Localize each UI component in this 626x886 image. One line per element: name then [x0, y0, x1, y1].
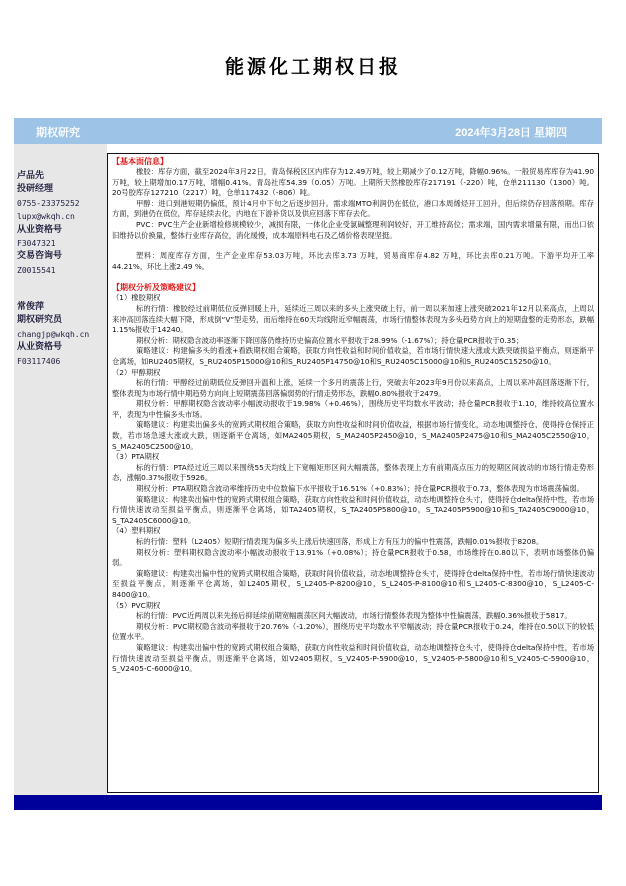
analysis-text: 期权分析：期权隐含波动率逐渐下降回落仍维持历史偏高位置水平报收于28.99%（-1.67%）；持仓量PCR报收于0.35； — [136, 335, 524, 345]
option-section-plastic — [112, 526, 594, 600]
strategy-text: 策略建议：构建卖出偏中性的宽跨式期权组合策略，获取方向性收益和时间价值收益，动态地调整持仓头寸，使得持仓delta保持中性，若市场行情快速波动至损益平衡点，则逐渐平仓离场，如TA2405期权，S_TA2405P5800@10，S_TA2405P5900@10和S_TA2405C9000@10，S_TA2405C6000@10。 — [112, 494, 594, 525]
section-title: （3）PTA期权 — [112, 452, 160, 462]
analyst-sidebar — [14, 144, 107, 795]
license-label: 从业资格号 — [17, 342, 63, 353]
market-text: 标的行情：塑料（L2405）短期行情表现为偏多头上涨后快速回落，形成上方有压力的偏中性震荡，跌幅0.01%报收于8208。 — [136, 537, 544, 546]
advisory-label: 交易咨询号 — [17, 251, 63, 262]
analyst-name: 卢品先 — [17, 171, 45, 181]
section-title: （4）塑料期权 — [112, 526, 161, 536]
spacer — [112, 241, 594, 251]
report-date: 2024年3月28日 星期四 — [455, 127, 567, 139]
analyst-email[interactable]: lupx@wkqh.cn — [17, 212, 75, 222]
market-text: 标的行情：橡胶经过前期低位反弹回暖上升，延续近三周以来的多头上涨突破上行，前一周以来加速上涨突破2021年12月以来高点，上周以来冲高回落连续大幅下降，形成倒“V”型走势，而后维持在60天均线附近窄幅震荡，市场行情整体表现为多头趋势方向上的短期盘整的走势形态，跌幅1.15%报收于14240。 — [112, 303, 594, 335]
fundamentals-pvc: PVC：PVC生产企业新增检修规模较少，减损有限，一体化企业受氯碱整理利润较好，开工维持高位；需求端，国内需求增量有限，而出口依旧维持以价换量，整体行业库存高位，消化缓慢，成本端原料电石及乙烯价格表现坚挺。 — [112, 219, 594, 240]
market-text: 标的行情：PTA经过近三周以来围绕55天均线上下宽幅矩形区间大幅震荡，整体表现上方有前期高点压力的短期区间波动的市场行情走势形态，涨幅0.37%报收于5926。 — [112, 462, 594, 483]
analyst-email[interactable]: changjp@wkqh.cn — [17, 329, 90, 339]
analyst-title: 期权研究员 — [17, 315, 63, 326]
fundamentals-heading: 【基本面信息】 — [112, 157, 168, 166]
report-content — [107, 153, 599, 793]
footer-bar — [14, 795, 602, 810]
section-label: 期权研究 — [36, 127, 80, 139]
section-title: （2）甲醇期权 — [112, 367, 161, 377]
strategy-text: 策略建议：构建偏多头的看涨+看跌期权组合策略，获取方向性收益和时间价值收益，若市场行情快速大涨或大跌突破损益平衡点，则逐渐平仓离场，如RU2405期权，S_RU2405P15000@10和S_RU2405P14750@10和S_RU2405C15000@10和S_RU2405C15250@10。 — [112, 346, 594, 366]
option-section-pta — [112, 452, 594, 526]
analyst-title: 投研经理 — [17, 184, 54, 195]
license-number: F03117406 — [17, 356, 61, 366]
fundamentals-rubber: 橡胶：库存方面，截至2024年3月22日，青岛保税区区内库存为12.49万吨，较上期减少了0.12万吨，降幅0.96%。一般贸易库库存为41.90万吨，较上期增加0.17万吨，增幅0.41%。青岛社库54.39（0.05）万吨。上期所天然橡胶库存217191（-220）吨，仓单211130（1300）吨。20号胶库存127210（2217）吨，仓单117432（-806）吨。 — [112, 167, 594, 198]
header-bar — [14, 118, 602, 144]
strategy-text: 策略建议：构建卖出偏中性的宽跨式期权组合策略，获取时间价值收益，动态地调整持仓头寸，使得持仓delta保持中性，若市场行情快速波动至损益平衡点，则逐渐平仓离场，如L2405期权，S_L2405-P-8200@10，S_L2405-P-8100@10和S_L2405-C-8300@10，S_L2405-C-8400@10。 — [112, 568, 594, 599]
strategy-text: 策略建议：构建卖出偏中性的宽跨式期权组合策略，获取方向性收益和时间价值收益，动态地调整持仓头寸，使得持仓delta保持中性，若市场行情快速波动至损益平衡点，则逐渐平仓离场，如V2405期权，S_V2405-P-5900@10，S_V2405-P-5800@10和S_V2405-C-5900@10，S_V2405-C-6000@10。 — [112, 642, 594, 674]
strategy-text: 策略建议：构建卖出偏多头的宽跨式期权组合策略，获取方向性收益和时间价值收益，根据市场行情变化，动态地调整持仓，使得持仓保持正数，若市场急速大涨或大跌，则逐渐平仓离场，如MA2405期权，S_MA2405P2450@10，S_MA2405P2475@10和S_MA2405C2550@10，S_MA2405C2500@10。 — [112, 420, 594, 451]
market-text: 标的行情：甲醇经过前期低位反弹回升温和上涨，延续一个多月的震荡上行，突破去年2023年9月份以来高点，上周以来冲高回落逐渐下行，整体表现为市场行情中期趋势方向向上短期震荡回落偏弱势的行情走势形态，跌幅0.80%报收于2479。 — [112, 378, 594, 398]
analysis-text: 期权分析：塑料期权隐含波动率小幅波动报收于13.91%（+0.08%）；持仓量PCR报收于0.58，市场维持在0.80以下，表明市场整体仍偏弱。 — [112, 547, 594, 568]
analyst-name: 常俊萍 — [17, 302, 45, 312]
market-text: 标的行情：PVC近两周以来先扬后抑延续前期宽幅震荡区间大幅波动，市场行情整体表现为整体中性偏震荡，跌幅0.36%报收于5817。 — [136, 611, 572, 621]
analysis-text: 期权分析：PTA期权隐含波动率维持历史中位数偏下水平报收于16.51%（+0.83%）；持仓量PCR报收于0.73，整体表现为市场震荡偏弱。 — [136, 484, 584, 494]
advisory-number: Z0015541 — [17, 265, 56, 275]
option-section-pvc — [112, 601, 594, 675]
option-section-methanol — [112, 368, 594, 453]
analysis-text: 期权分析：PVC期权隐含波动率报收于20.76%（-1.20%），围绕历史平均数水平窄幅波动；持仓量PCR报收于0.24，维持在0.50以下的较低位置水平。 — [112, 621, 594, 642]
spacer — [112, 272, 594, 282]
fundamentals-plastic: 塑料：周度库存方面，生产企业库存53.03万吨，环比去库3.73 万吨，贸易商库存4.82 万吨，环比去库0.21万吨。下游平均开工率44.21%，环比上涨2.49 %。 — [112, 251, 594, 271]
analyst-card — [17, 301, 89, 368]
report-title: 能源化工期权日报 — [224, 56, 401, 78]
option-section-rubber — [112, 293, 594, 367]
license-label: 从业资格号 — [17, 224, 63, 235]
fundamentals-methanol: 甲醇：进口到港短期仍偏低，预计4月中下旬之后逐步回升。需求端MTO利润仍在低位，港口本周烯烃开工回升，但后续仍存回落预期。库存方面，到港仍在低位，库存延续去化，内地在下游补货以及供应回落下库存去化。 — [112, 198, 594, 219]
analysis-text: 期权分析：甲醇期权隐含波动率小幅波动报收于19.98%（+0.46%），围绕历史平均数水平波动；持仓量PCR报收于1.10，维持较高位置水平，表现为中性偏多头市场。 — [112, 399, 594, 419]
license-number: F3047321 — [17, 239, 56, 249]
analysis-heading: 【期权分析及策略建议】 — [112, 283, 200, 293]
section-title: （1）橡胶期权 — [112, 293, 161, 303]
analyst-card — [17, 170, 80, 277]
analyst-phone: 0755-23375252 — [17, 198, 80, 208]
section-title: （5）PVC期权 — [112, 600, 161, 610]
